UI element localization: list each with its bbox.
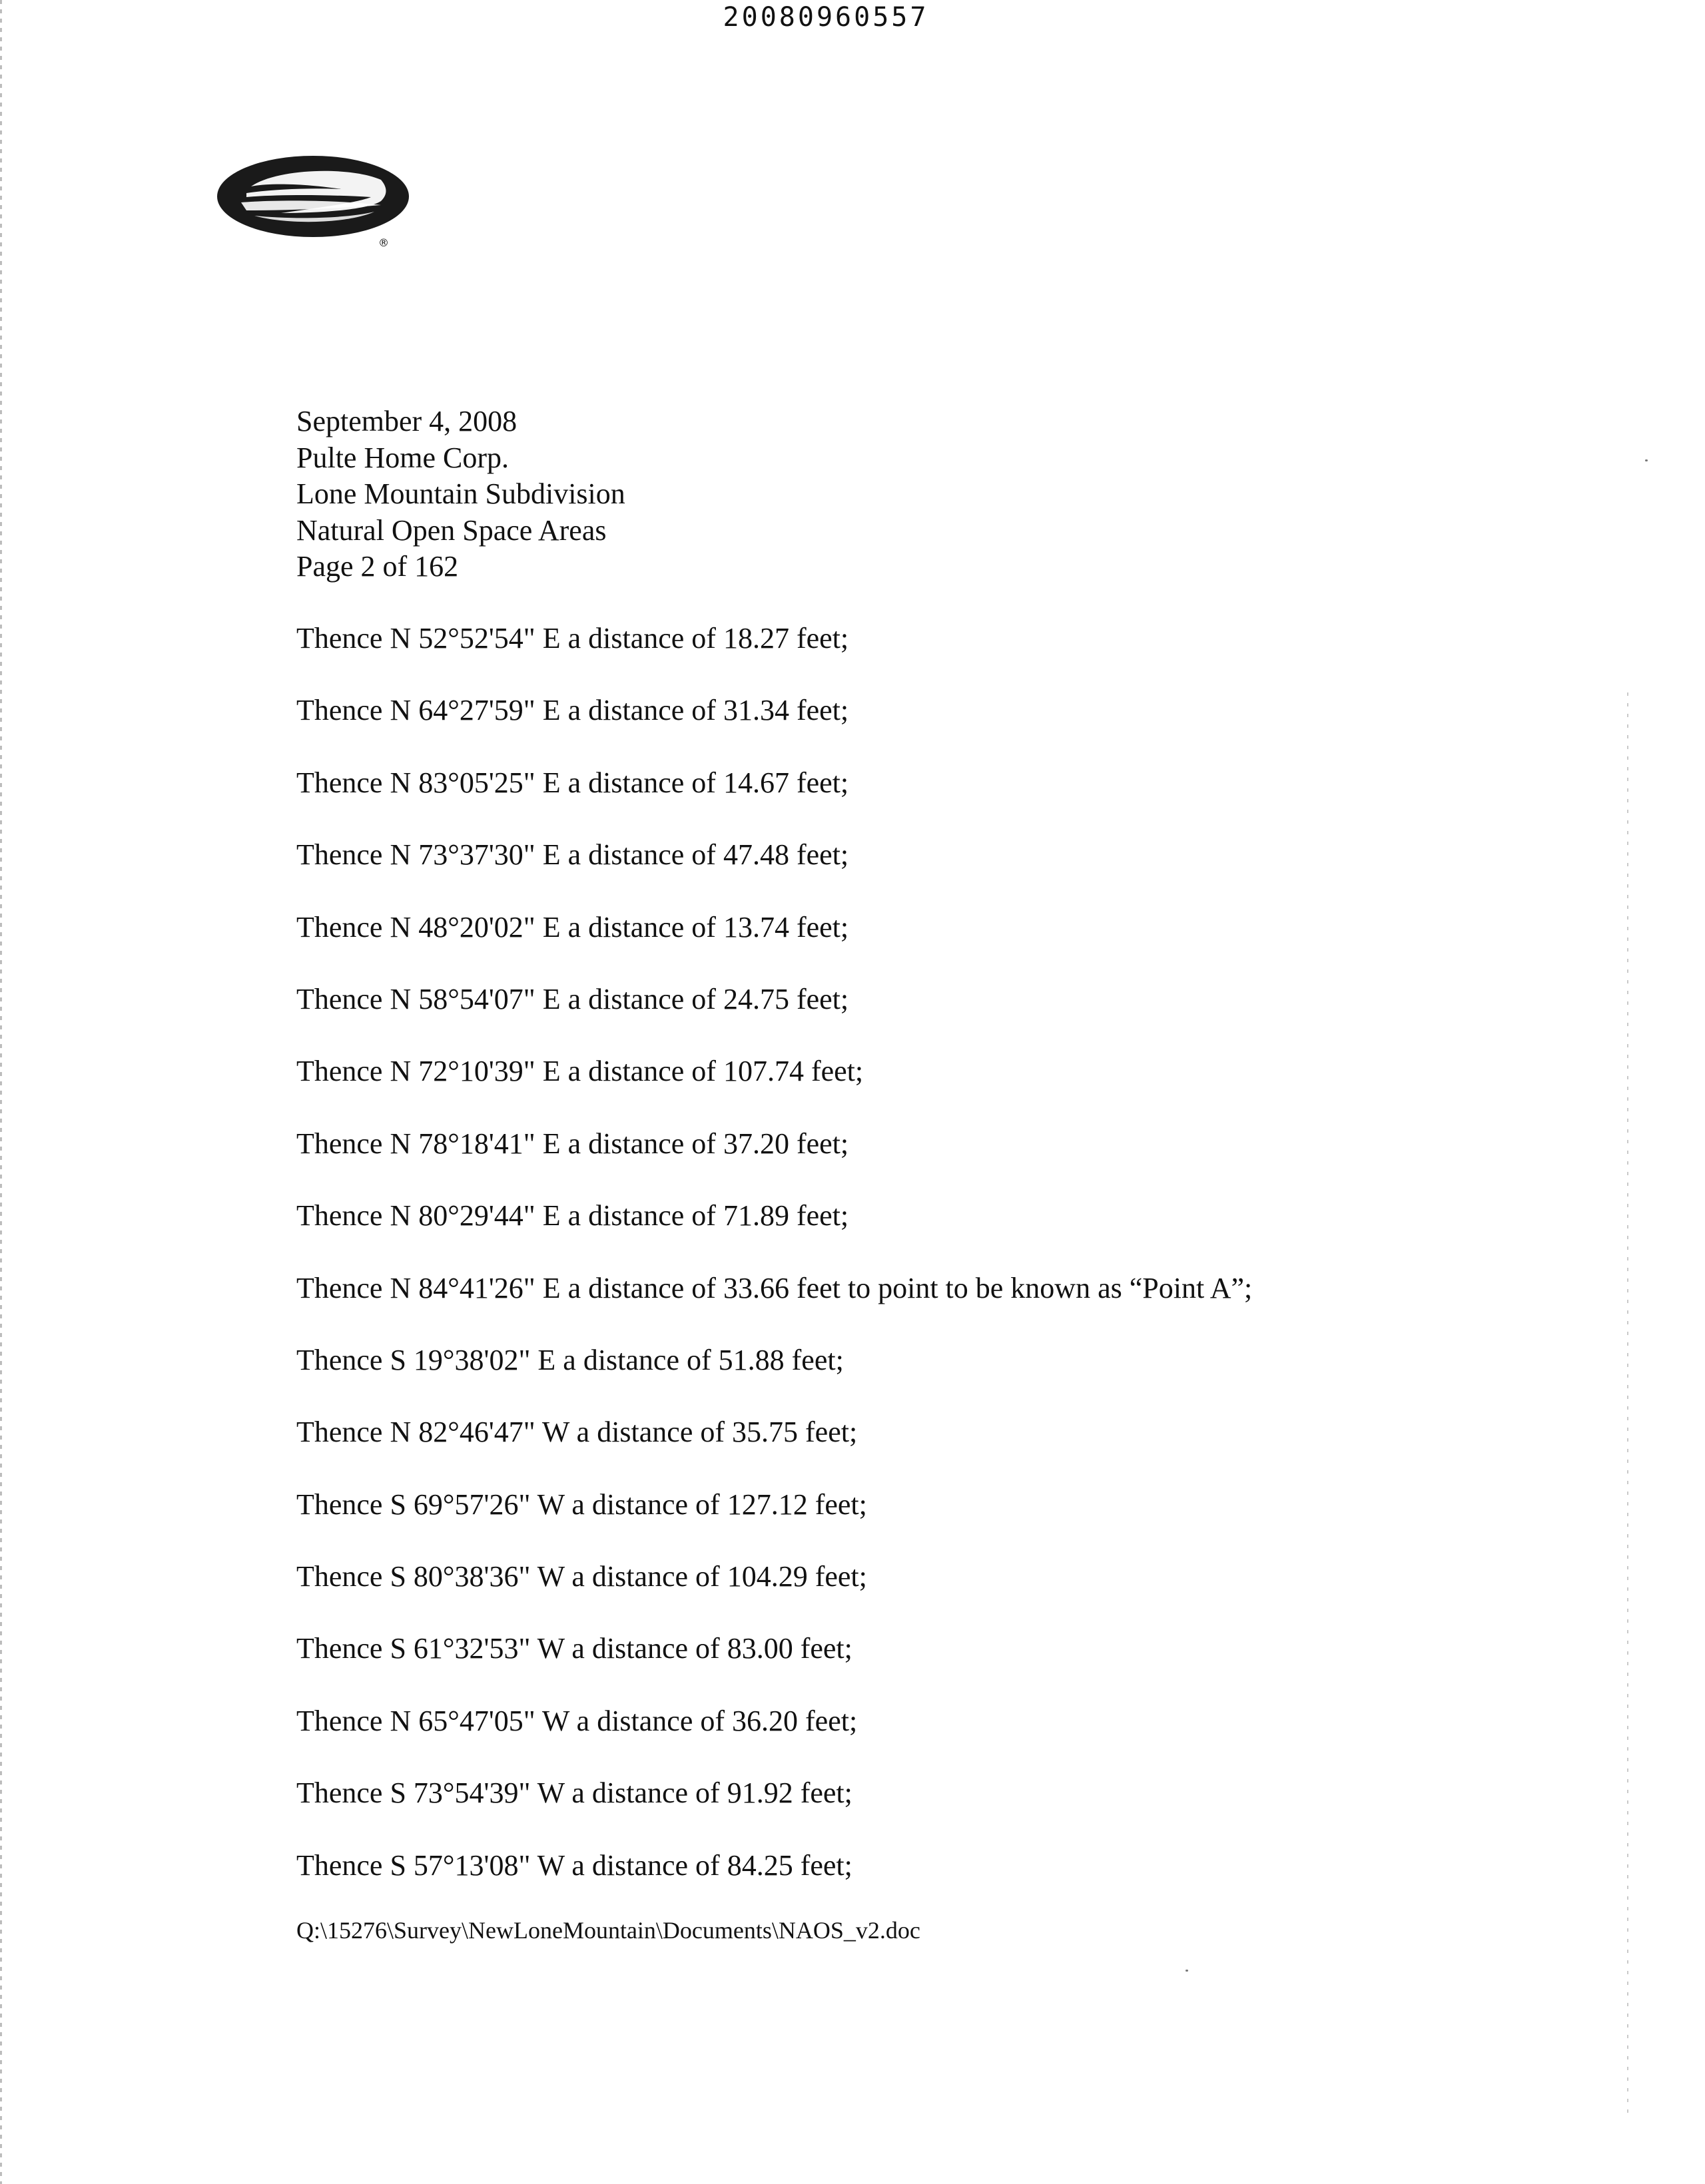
survey-call: Thence N 82°46'47" W a distance of 35.75 feet; <box>296 1416 858 1449</box>
document-number: 20080960557 <box>723 2 929 33</box>
survey-call: Thence N 52°52'54" E a distance of 18.27 feet; <box>296 622 849 655</box>
survey-call: Thence S 61°32'53" W a distance of 83.00 feet; <box>296 1632 852 1665</box>
survey-call: Thence N 73°37'30" E a distance of 47.48 feet; <box>296 838 849 872</box>
survey-call: Thence N 58°54'07" E a distance of 24.75 feet; <box>296 982 849 1015</box>
footer-file-path: Q:\15276\Survey\NewLoneMountain\Documents\NAOS_v2.doc <box>296 1917 920 1944</box>
registered-mark: ® <box>378 236 389 249</box>
survey-call: Thence N 64°27'59" E a distance of 31.34 feet; <box>296 694 849 727</box>
scan-edge-left <box>0 0 2 2184</box>
survey-call: Thence S 19°38'02" E a distance of 51.88 feet; <box>296 1343 844 1376</box>
scan-speck <box>1645 459 1648 461</box>
survey-call: Thence N 48°20'02" E a distance of 13.74 feet; <box>296 910 849 944</box>
page-number: Page 2 of 162 <box>296 550 459 583</box>
survey-call: Thence N 80°29'44" E a distance of 71.89 feet; <box>296 1199 849 1232</box>
letter-header <box>296 404 625 585</box>
survey-call: Thence N 72°10'39" E a distance of 107.74 feet; <box>296 1055 864 1088</box>
header-client: Pulte Home Corp. <box>296 441 509 474</box>
header-project: Lone Mountain Subdivision <box>296 477 625 510</box>
stanley-s-logo-icon <box>214 146 414 253</box>
survey-call: Thence S 80°38'36" W a distance of 104.29 feet; <box>296 1560 867 1593</box>
header-subject: Natural Open Space Areas <box>296 513 607 547</box>
survey-call: Thence N 84°41'26" E a distance of 33.66 feet to point to be known as “Point A”; <box>296 1271 1253 1304</box>
survey-call: Thence N 78°18'41" E a distance of 37.20 feet; <box>296 1127 849 1160</box>
survey-calls-list <box>296 621 1252 1920</box>
header-date: September 4, 2008 <box>296 405 517 437</box>
survey-call: Thence S 57°13'08" W a distance of 84.25 feet; <box>296 1848 852 1882</box>
scan-edge-right <box>1627 692 1628 2117</box>
scan-speck <box>1186 1970 1188 1972</box>
survey-call: Thence N 83°05'25" E a distance of 14.67 feet; <box>296 766 849 799</box>
survey-call: Thence S 73°54'39" W a distance of 91.92 feet; <box>296 1776 852 1810</box>
survey-call: Thence S 69°57'26" W a distance of 127.12 feet; <box>296 1488 867 1521</box>
survey-call: Thence N 65°47'05" W a distance of 36.20 feet; <box>296 1704 858 1737</box>
